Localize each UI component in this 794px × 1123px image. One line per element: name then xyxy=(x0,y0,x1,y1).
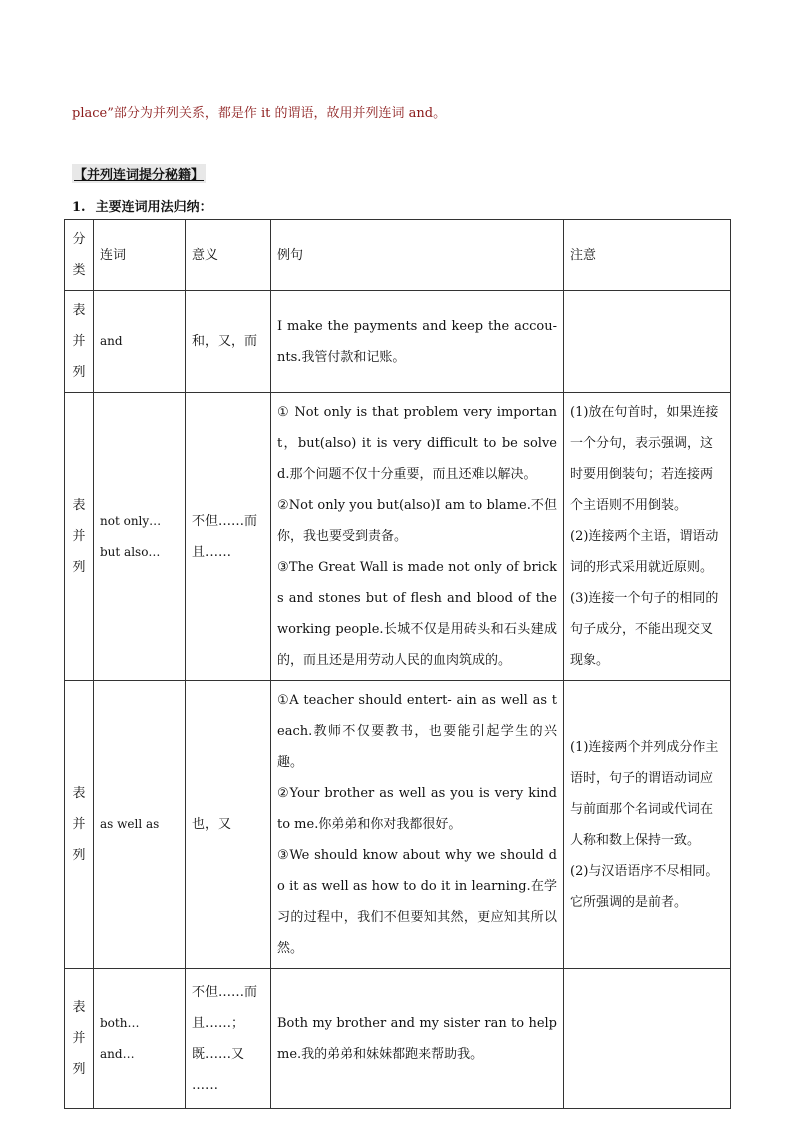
subheading xyxy=(72,196,213,215)
example-sentence: ①A teacher should entert- ain as well as teach.教师不仅要教书，也要能引起学生的兴趣。 xyxy=(277,693,557,770)
row-examples xyxy=(271,969,564,1109)
note-item: (3)连接一个句子的相同的句子成分，不能出现交叉现象。 xyxy=(570,591,719,668)
example-sentence: I make the payments and keep the accou- nts.我管付款和记账。 xyxy=(277,318,557,365)
header-category: 分 类 xyxy=(65,220,94,291)
row-conjunction: as well as xyxy=(94,681,186,969)
row-category: 表 并 列 xyxy=(65,681,94,969)
row-notes xyxy=(564,681,731,969)
table-row xyxy=(65,969,731,1109)
intro-line: place”部分为并列关系，都是作 it 的谓语，故用并列连词 and。 xyxy=(72,106,447,121)
row-notes xyxy=(564,969,731,1109)
table-row xyxy=(65,681,731,969)
row-meaning: 也，又 xyxy=(186,681,271,969)
row-examples xyxy=(271,393,564,681)
section-title: 【并列连词提分秘籍】 xyxy=(72,164,206,183)
example-sentence: ②Not only you but(also)I am to blame.不但你，我也要受到责备。 xyxy=(277,498,557,544)
row-notes xyxy=(564,393,731,681)
header-note: 注意 xyxy=(564,220,731,291)
example-sentence: ③We should know about why we should do it as well as how to do it in learning.在学习的过程中，我们不但要知其然，更应知其所以然。 xyxy=(277,848,557,956)
header-conjunction: 连词 xyxy=(94,220,186,291)
note-item: (2)与汉语语序不尽相同。它所强调的是前者。 xyxy=(570,863,719,910)
table-row xyxy=(65,291,731,393)
note-item: (1)连接两个并列成分作主语时，句子的谓语动词应与前面那个名词或代词在人称和数上保持一致。 xyxy=(570,739,719,848)
example-sentence: ③The Great Wall is made not only of bricks and stones but of flesh and blood of the working people.长城不仅是用砖头和石头建成的，而且还是用劳动人民的血肉筑成的。 xyxy=(277,560,557,668)
note-item: (2)连接两个主语，谓语动词的形式采用就近原则。 xyxy=(570,529,719,575)
example-sentence: Both my brother and my sister ran to help me.我的弟弟和妹妹都跑来帮助我。 xyxy=(277,1015,557,1062)
row-examples xyxy=(271,291,564,393)
example-sentence: ②Your brother as well as you is very kind to me.你弟弟和你对我都很好。 xyxy=(277,786,557,832)
note-item: (1)放在句首时，如果连接一个分句，表示强调，这时要用倒装句；若连接两个主语则不用倒装。 xyxy=(570,405,719,513)
subheading-text: 主要连词用法归纳： xyxy=(95,200,213,215)
row-meaning: 不但……而 且……； 既……又 …… xyxy=(186,969,271,1109)
row-category: 表 并 列 xyxy=(65,393,94,681)
example-sentence: ① Not only is that problem very important，but(also) it is very difficult to be solved.那个问题不仅十分重要，而且还难以解决。 xyxy=(277,405,557,482)
row-examples xyxy=(271,681,564,969)
header-meaning: 意义 xyxy=(186,220,271,291)
table-row xyxy=(65,393,731,681)
row-conjunction: not only… but also… xyxy=(94,393,186,681)
row-meaning: 和，又，而 xyxy=(186,291,271,393)
header-example: 例句 xyxy=(271,220,564,291)
table-header-row xyxy=(65,220,731,291)
row-meaning: 不但……而 且…… xyxy=(186,393,271,681)
row-category: 表 并 列 xyxy=(65,969,94,1109)
conjunction-table xyxy=(64,219,731,1109)
row-category: 表 并 列 xyxy=(65,291,94,393)
row-notes xyxy=(564,291,731,393)
row-conjunction: and xyxy=(94,291,186,393)
subheading-number: 1. xyxy=(72,200,86,215)
row-conjunction: both… and… xyxy=(94,969,186,1109)
